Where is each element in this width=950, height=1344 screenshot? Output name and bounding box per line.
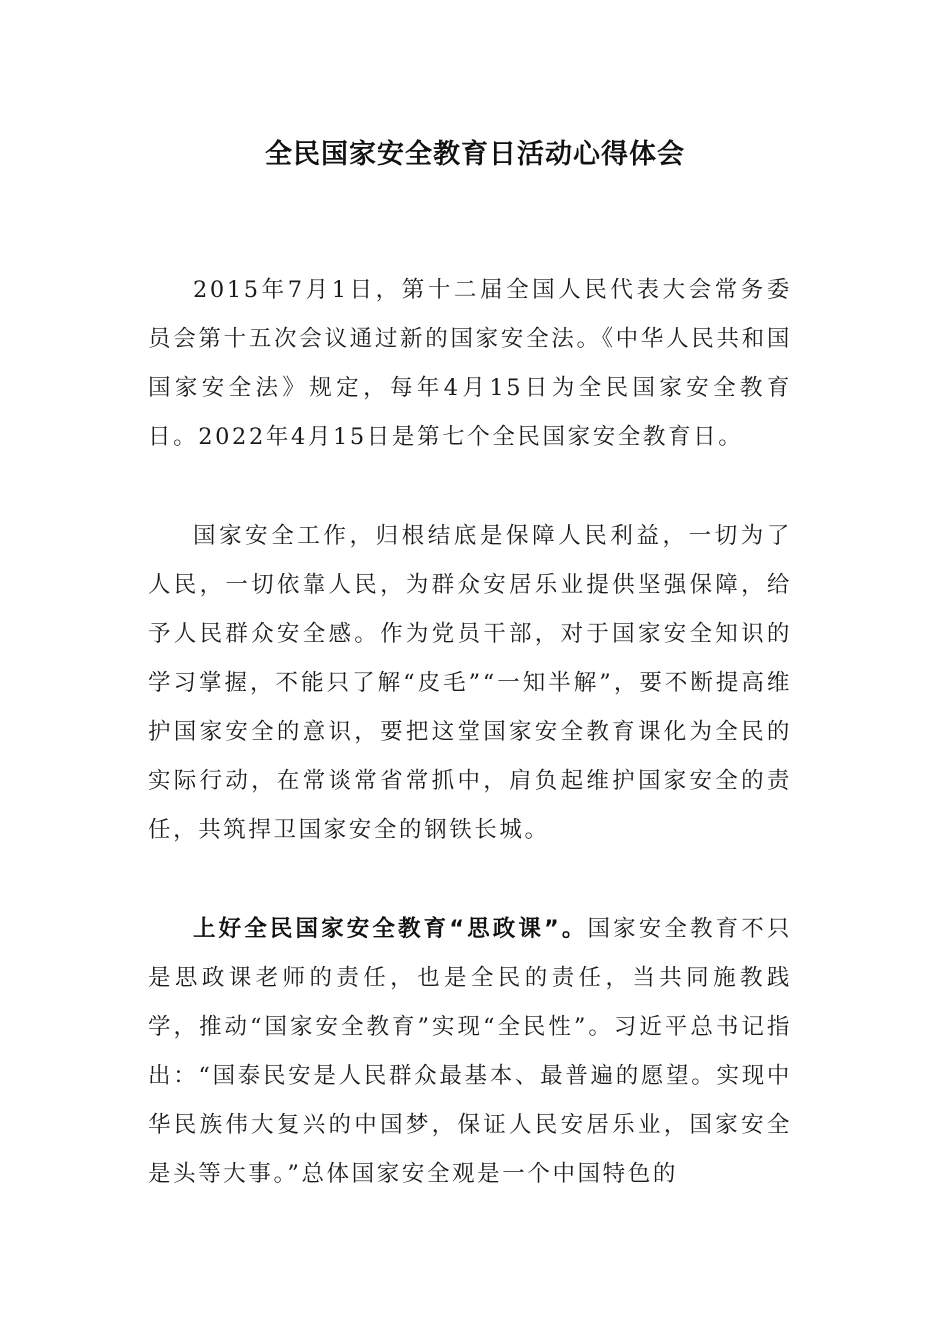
paragraph-2-text: 国家安全工作，归根结底是保障人民利益，一切为了人民，一切依靠人民，为群众安居乐业提供坚强保障，给予人民群众安全感。作为党员干部，对于国家安全知识的学习掌握，不能只了解“皮毛”“一知半解”，要不断提高维护国家安全的意识，要把这堂国家安全教育课化为全民的实际行动，在常谈常省常抓中，肩负起维护国家安全的责任，共筑捍卫国家安全的钢铁长城。 — [148, 523, 792, 843]
paragraph-3-lead-heading: 上好全民国家安全教育“思政课”。 — [193, 916, 588, 942]
paragraph-1-text: 2015年7月1日，第十二届全国人民代表大会常务委员会第十五次会议通过新的国家安全法。《中华人民共和国国家安全法》规定，每年4月15日为全民国家安全教育日。2022年4月15日是第七个全民国家安全教育日。 — [148, 277, 792, 450]
paragraph-3-text: 国家安全教育不只是思政课老师的责任，也是全民的责任，当共同施教践学，推动“国家安全教育”实现“全民性”。习近平总书记指出：“国泰民安是人民群众最基本、最普遍的愿望。实现中华民族伟大复兴的中国梦，保证人民安居乐业，国家安全是头等大事。”总体国家安全观是一个中国特色的 — [148, 916, 792, 1187]
paragraph-2 — [148, 512, 792, 855]
paragraph-1 — [148, 266, 792, 462]
document-body — [148, 266, 792, 1249]
document-title: 全民国家安全教育日活动心得体会 — [265, 139, 685, 170]
paragraph-3 — [148, 905, 792, 1199]
